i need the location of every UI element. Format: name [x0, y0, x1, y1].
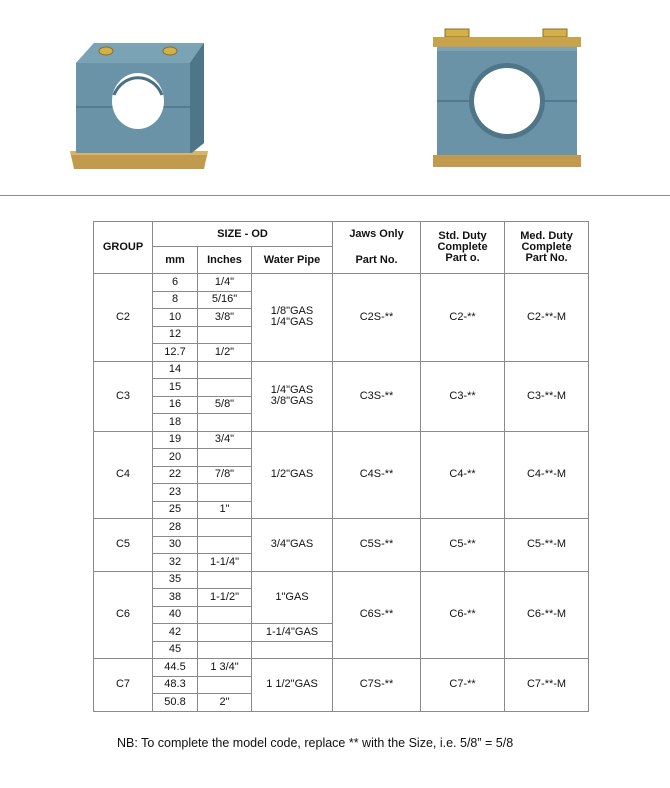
mm-cell: 23 — [153, 484, 198, 502]
mm-cell: 12.7 — [153, 344, 198, 362]
model-code-note: NB: To complete the model code, replace ** with the Size, i.e. 5/8” = 5/8 — [117, 736, 514, 750]
inches-cell — [198, 536, 252, 554]
inches-cell — [198, 414, 252, 432]
inches-cell — [198, 326, 252, 344]
mm-cell: 12 — [153, 326, 198, 344]
water-pipe-cell: 1"GAS — [252, 571, 333, 624]
std-part-cell: C2-** — [421, 274, 505, 362]
jaws-only-header-line2: Part No. — [355, 254, 398, 266]
water-pipe-line: 1 1/2"GAS — [266, 678, 318, 691]
mm-cell: 8 — [153, 291, 198, 309]
inches-cell: 1-1/4" — [198, 554, 252, 572]
mm-cell: 25 — [153, 501, 198, 519]
group-cell: C3 — [94, 361, 153, 431]
water-pipe-cell: 1-1/4"GAS — [252, 624, 333, 642]
med-part-cell: C7-**-M — [505, 659, 589, 712]
group-cell: C5 — [94, 519, 153, 572]
mm-cell: 28 — [153, 519, 198, 537]
jaws-part-cell: C6S-** — [333, 571, 421, 659]
mm-cell: 45 — [153, 641, 198, 659]
table-row — [94, 659, 589, 677]
inches-cell — [198, 571, 252, 589]
std-duty-header-line3: Part o. — [445, 252, 480, 264]
med-duty-header-line1: Med. Duty — [520, 230, 573, 242]
inches-header: Inches — [198, 247, 252, 274]
mm-header: mm — [153, 247, 198, 274]
mm-cell: 18 — [153, 414, 198, 432]
jaws-only-header-line1: Jaws Only — [349, 228, 404, 240]
jaws-part-cell: C5S-** — [333, 519, 421, 572]
water-pipe-line: 1/2"GAS — [270, 468, 314, 481]
std-part-cell: C7-** — [421, 659, 505, 712]
std-part-cell: C5-** — [421, 519, 505, 572]
std-duty-header-line1: Std. Duty — [438, 230, 487, 242]
clamp-photo-front — [431, 25, 583, 175]
table-row — [94, 431, 589, 449]
water-pipe-cell — [252, 431, 333, 519]
sizing-table — [93, 221, 589, 712]
water-pipe-cell — [252, 361, 333, 431]
mm-cell: 22 — [153, 466, 198, 484]
std-part-cell: C4-** — [421, 431, 505, 519]
water-pipe-line: 3/4"GAS — [270, 538, 314, 551]
group-cell: C6 — [94, 571, 153, 659]
inches-cell: 1" — [198, 501, 252, 519]
inches-cell: 2" — [198, 694, 252, 712]
jaws-only-header — [333, 222, 421, 274]
inches-cell: 5/8" — [198, 396, 252, 414]
std-part-cell: C3-** — [421, 361, 505, 431]
group-cell: C4 — [94, 431, 153, 519]
inches-cell — [198, 519, 252, 537]
inches-cell: 1/2" — [198, 344, 252, 362]
mm-cell: 30 — [153, 536, 198, 554]
mm-cell: 19 — [153, 431, 198, 449]
mm-cell: 15 — [153, 379, 198, 397]
mm-cell: 16 — [153, 396, 198, 414]
table-row — [94, 571, 589, 589]
inches-cell — [198, 641, 252, 659]
group-header: GROUP — [94, 222, 153, 274]
inches-cell — [198, 606, 252, 624]
std-duty-header — [421, 222, 505, 274]
std-part-cell: C6-** — [421, 571, 505, 659]
jaws-part-cell: C7S-** — [333, 659, 421, 712]
water-pipe-line: 1/4"GAS — [270, 384, 314, 396]
water-pipe-cell — [252, 641, 333, 659]
table-row — [94, 361, 589, 379]
water-pipe-cell — [252, 519, 333, 572]
table-row — [94, 519, 589, 537]
mm-cell: 10 — [153, 309, 198, 327]
water-pipe-cell — [252, 659, 333, 712]
med-duty-header — [505, 222, 589, 274]
size-od-header: SIZE - OD — [153, 222, 333, 247]
mm-cell: 6 — [153, 274, 198, 292]
med-part-cell: C5-**-M — [505, 519, 589, 572]
water-pipe-line: 3/8"GAS — [270, 395, 314, 407]
mm-cell: 32 — [153, 554, 198, 572]
med-part-cell: C6-**-M — [505, 571, 589, 659]
water-pipe-line: 1/4"GAS — [270, 316, 314, 329]
group-cell: C7 — [94, 659, 153, 712]
mm-cell: 48.3 — [153, 676, 198, 694]
inches-cell — [198, 449, 252, 467]
jaws-part-cell: C4S-** — [333, 431, 421, 519]
inches-cell — [198, 676, 252, 694]
inches-cell — [198, 624, 252, 642]
inches-cell: 1-1/2" — [198, 589, 252, 607]
clamp-photo-angled — [64, 35, 214, 175]
inches-cell: 1 3/4" — [198, 659, 252, 677]
header-row-1 — [94, 222, 589, 247]
mm-cell: 40 — [153, 606, 198, 624]
group-cell: C2 — [94, 274, 153, 362]
mm-cell: 35 — [153, 571, 198, 589]
med-part-cell: C2-**-M — [505, 274, 589, 362]
jaws-part-cell: C3S-** — [333, 361, 421, 431]
inches-cell: 3/8" — [198, 309, 252, 327]
mm-cell: 50.8 — [153, 694, 198, 712]
med-duty-header-line2: Complete — [521, 241, 572, 253]
mm-cell: 20 — [153, 449, 198, 467]
mm-cell: 44.5 — [153, 659, 198, 677]
jaws-part-cell: C2S-** — [333, 274, 421, 362]
std-duty-header-line2: Complete — [437, 241, 488, 253]
mm-cell: 42 — [153, 624, 198, 642]
water-pipe-header: Water Pipe — [252, 247, 333, 274]
inches-cell: 1/4" — [198, 274, 252, 292]
inches-cell: 5/16" — [198, 291, 252, 309]
med-part-cell: C4-**-M — [505, 431, 589, 519]
inches-cell — [198, 484, 252, 502]
mm-cell: 38 — [153, 589, 198, 607]
inches-cell — [198, 361, 252, 379]
inches-cell: 3/4" — [198, 431, 252, 449]
inches-cell: 7/8" — [198, 466, 252, 484]
water-pipe-cell — [252, 274, 333, 362]
mm-cell: 14 — [153, 361, 198, 379]
table-row — [94, 274, 589, 292]
section-divider — [0, 195, 670, 196]
med-duty-header-line3: Part No. — [525, 252, 568, 264]
inches-cell — [198, 379, 252, 397]
med-part-cell: C3-**-M — [505, 361, 589, 431]
water-pipe-line: 1/8"GAS — [270, 305, 314, 318]
